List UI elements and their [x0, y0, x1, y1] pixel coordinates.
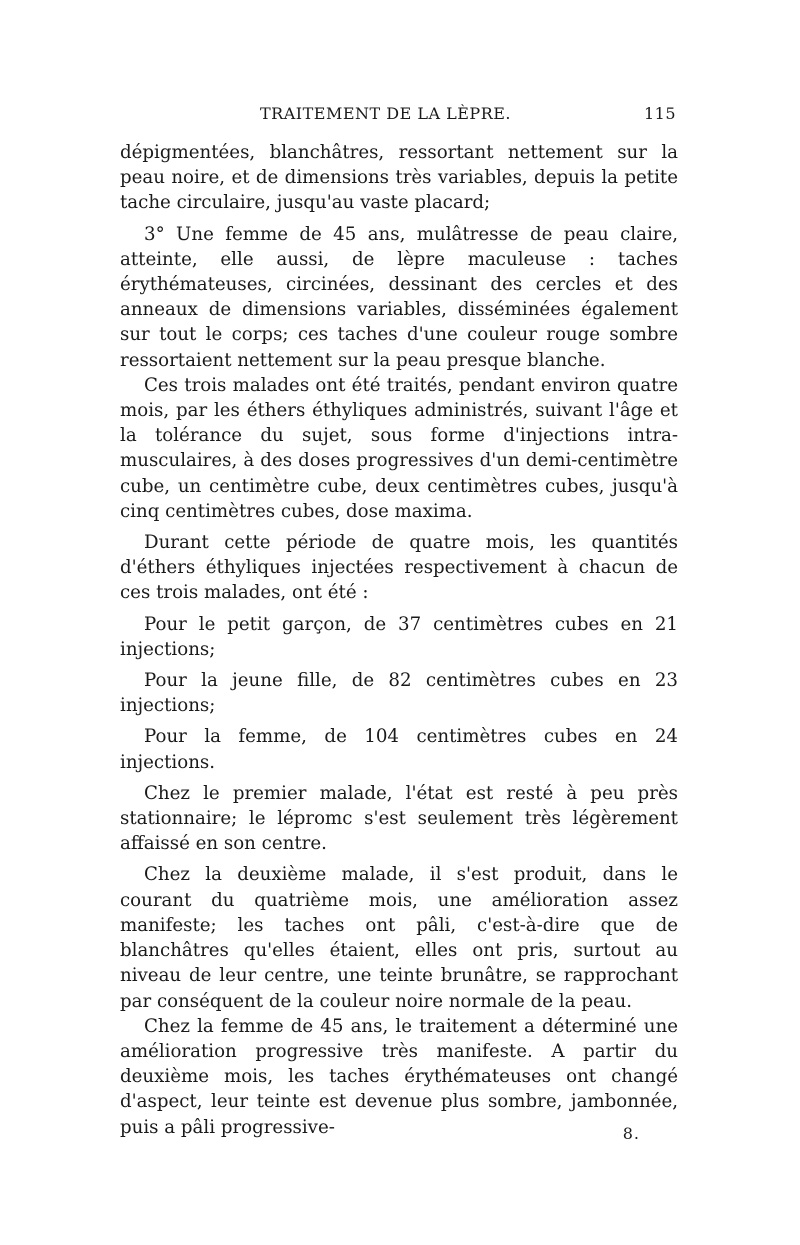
signature-mark: 8.: [622, 1124, 640, 1143]
paragraph-result-1: Chez le premier malade, l'état est resté à peu près stationnaire; le lépromc s'est seulement très légèrement affaissé en son centre.: [120, 782, 678, 855]
body-text: [120, 140, 678, 1140]
paragraph-continuation: dépigmentées, blanchâtres, ressortant nettement sur la peau noire, et de dimensions très variables, depuis la petite tache circulaire, jusqu'au vaste placard;: [120, 142, 678, 214]
paragraph-dose-girl: Pour la jeune fille, de 82 centimètres cubes en 23 injections;: [120, 670, 678, 717]
paragraph-result-3: Chez la femme de 45 ans, le traitement a déterminé une amélioration progressive très manifeste. A partir du deuxième mois, les taches érythémateuses ont changé d'aspect, leur teinte est devenue plus sombre, jambonnée, puis a pâli progressive-: [120, 1015, 678, 1138]
paragraph-dose-boy: Pour le petit garçon, de 37 centimètres cubes en 21 injections;: [120, 613, 678, 660]
paragraph-quantities: Durant cette période de quatre mois, les quantités d'éthers éthyliques injectées respectivement à chacun de ces trois malades, ont été :: [120, 532, 678, 604]
page-number: 115: [643, 104, 676, 123]
running-head: [120, 104, 680, 128]
paragraph-case-3: 3° Une femme de 45 ans, mulâtresse de peau claire, atteinte, elle aussi, de lèpre maculeuse : taches érythémateuses, circinées, dessinant des cercles et des anneaux de dimensions variables, disséminées également sur tout le corps; ces taches d'une couleur rouge sombre ressortaient nettement sur la peau presque blanche.: [120, 223, 678, 371]
paragraph-treatment: Ces trois malades ont été traités, pendant environ quatre mois, par les éthers éthyliques administrés, suivant l'âge et la tolérance du sujet, sous forme d'injections intra-musculaires, à des doses progressives d'un demi-centimètre cube, un centimètre cube, deux centimètres cubes, jusqu'à cinq centimètres cubes, dose maxima.: [120, 374, 678, 522]
running-title: TRAITEMENT DE LA LÈPRE.: [260, 104, 512, 123]
book-page: [120, 0, 680, 1245]
paragraph-result-2: Chez la deuxième malade, il s'est produit, dans le courant du quatrième mois, une amélioration assez manifeste; les taches ont pâli, c'est-à-dire que de blanchâtres qu'elles étaient, elles ont pris, surtout au niveau de leur centre, une teinte brunâtre, se rapprochant par conséquent de la couleur noire normale de la peau.: [120, 864, 678, 1012]
paragraph-dose-woman: Pour la femme, de 104 centimètres cubes en 24 injections.: [120, 726, 678, 773]
